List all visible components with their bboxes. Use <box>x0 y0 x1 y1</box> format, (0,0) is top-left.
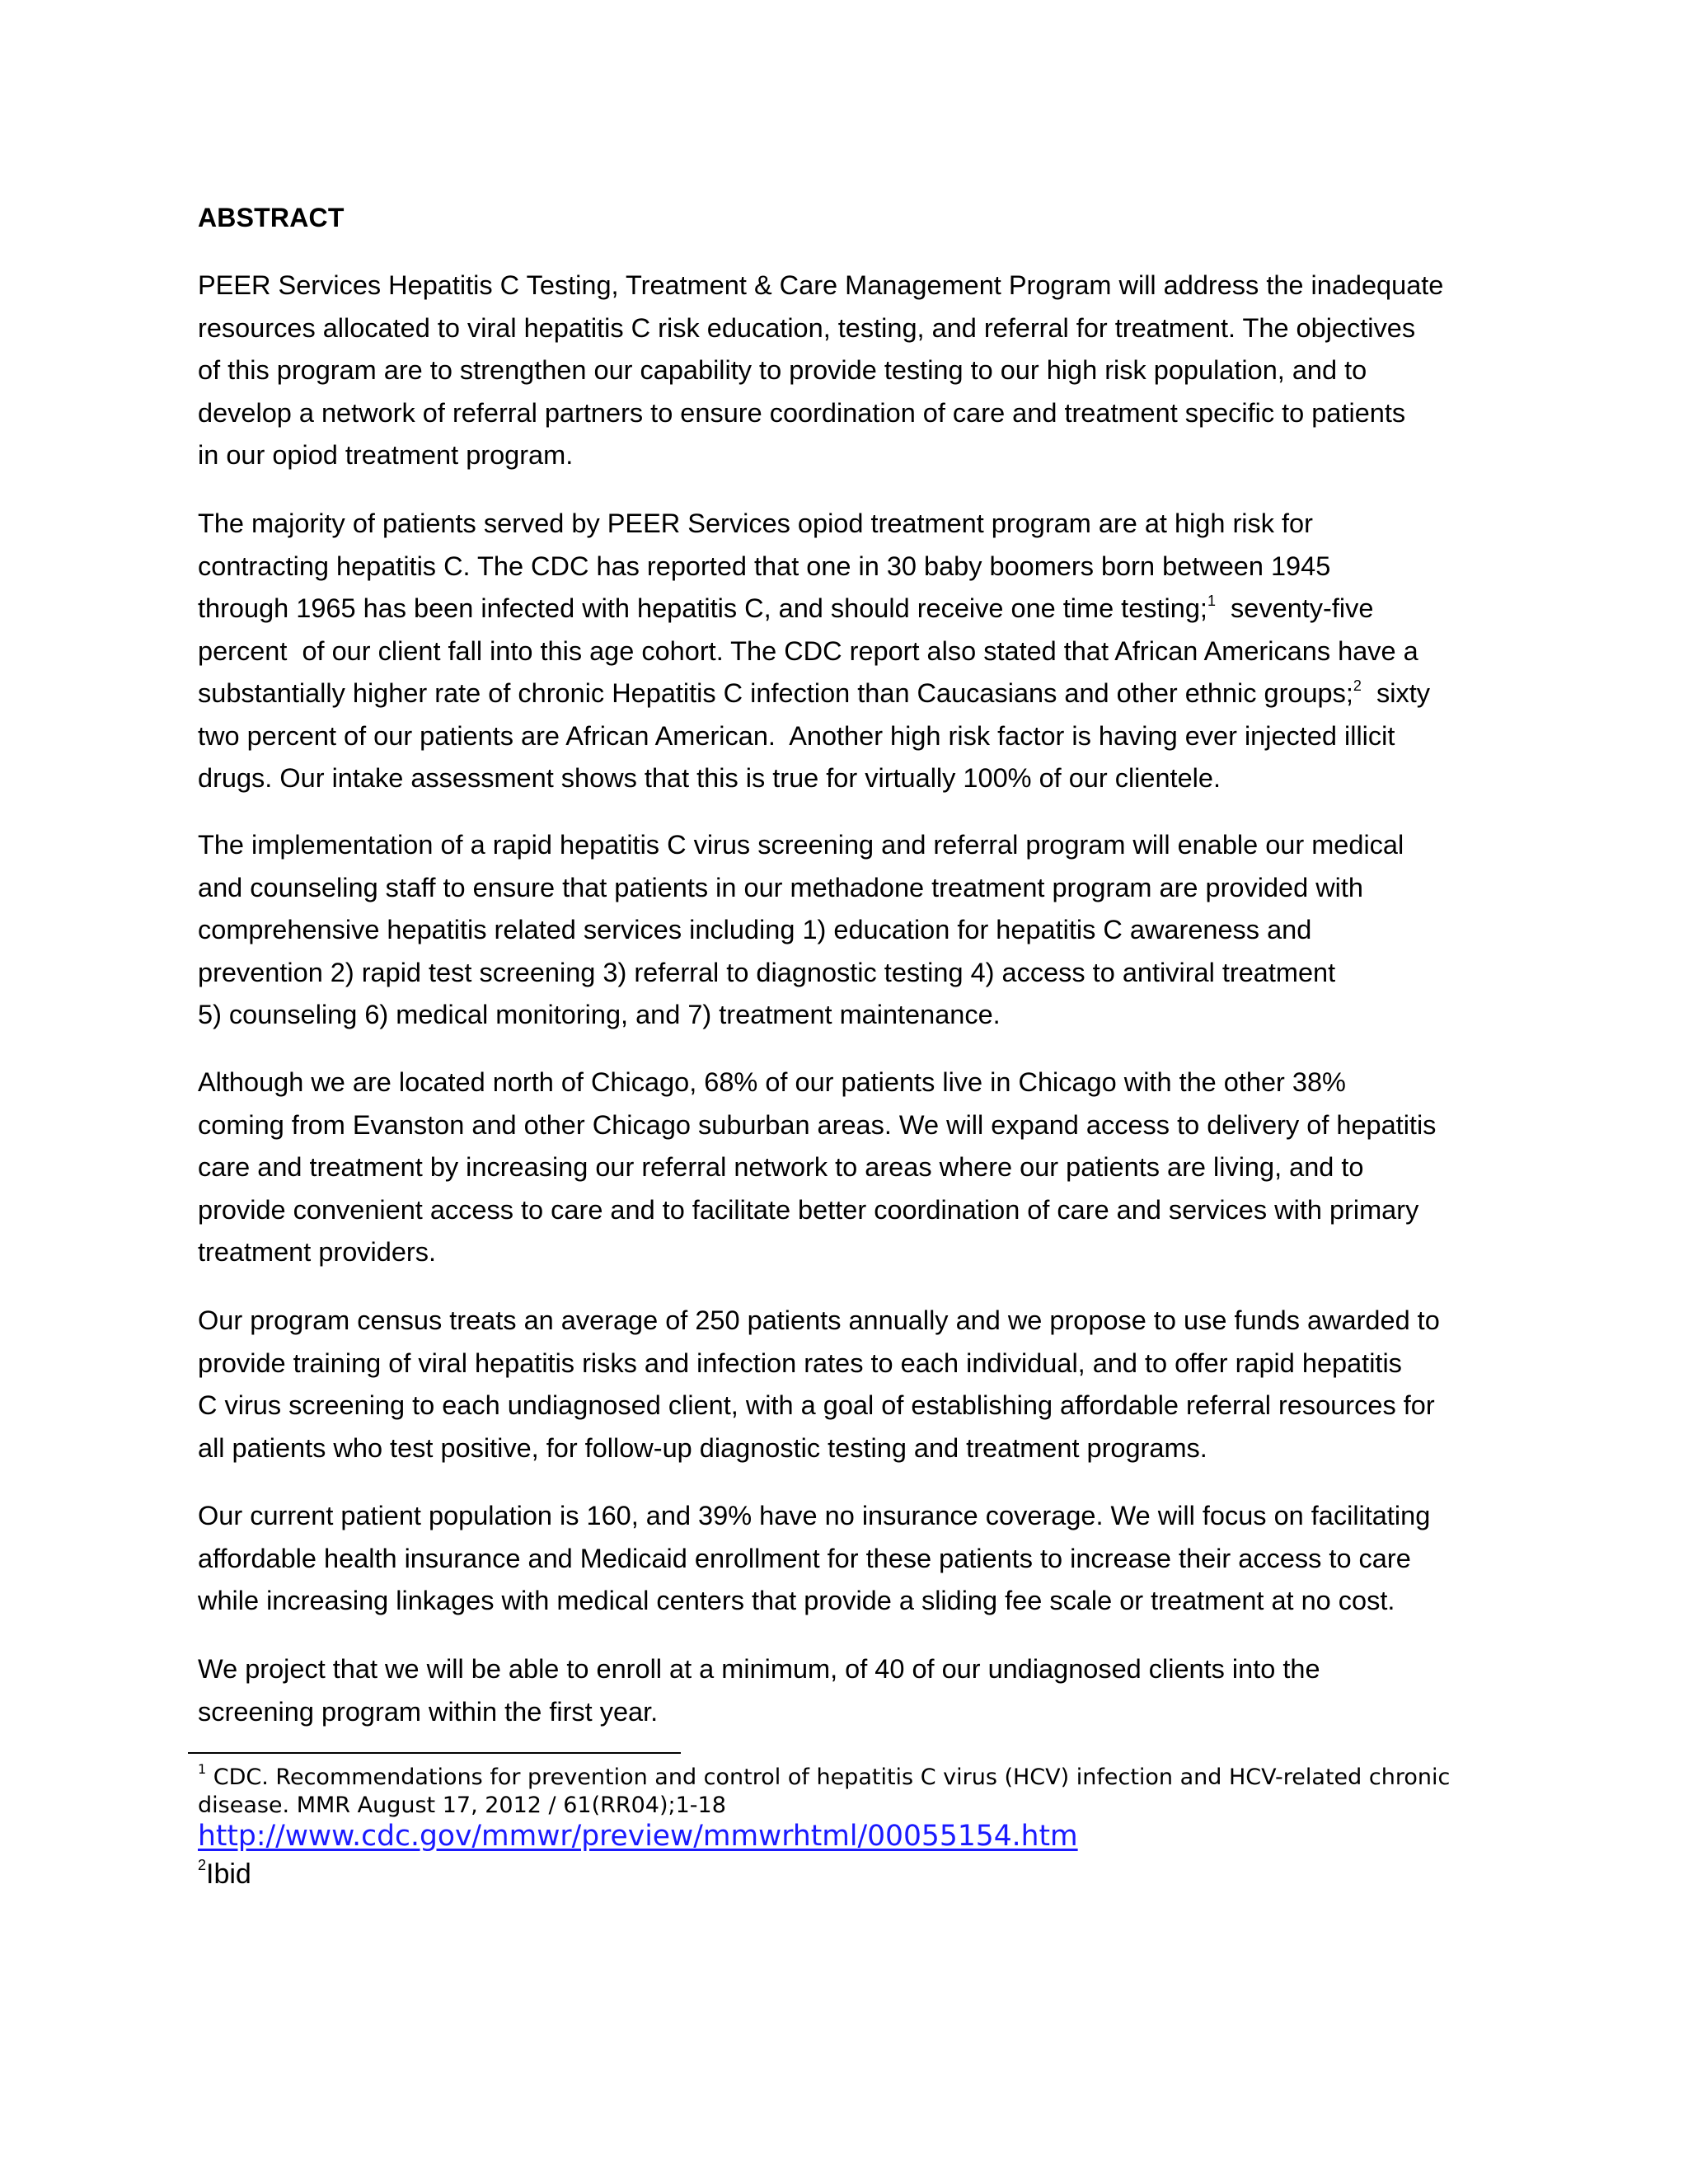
text-line: C virus screening to each undiagnosed client, with a goal of establishing affordable referral resources for <box>198 1390 1435 1420</box>
text-segment: sixty <box>1361 678 1430 708</box>
text-line: The implementation of a rapid hepatitis C virus screening and referral program will enable our medical <box>198 830 1404 860</box>
paragraph-screening-program <box>198 824 1500 1037</box>
paragraph-enrollment-projection <box>198 1648 1500 1733</box>
footnote-separator <box>188 1752 681 1754</box>
footnote-1-line: disease. MMR August 17, 2012 / 61(RR04);1-18 <box>198 1793 726 1818</box>
text-line: while increasing linkages with medical centers that provide a sliding fee scale or treatment at no cost. <box>198 1586 1395 1615</box>
text-line: screening program within the first year. <box>198 1696 659 1727</box>
paragraph-program-census <box>198 1300 1500 1469</box>
text-line: prevention 2) rapid test screening 3) referral to diagnostic testing 4) access to antiviral treatment <box>198 957 1336 987</box>
text-line: all patients who test positive, for follow-up diagnostic testing and treatment programs. <box>198 1432 1207 1463</box>
text-line <box>198 673 1500 715</box>
text-line: contracting hepatitis C. The CDC has reported that one in 30 baby boomers born between 1945 <box>198 551 1331 581</box>
paragraph-risk-population <box>198 503 1500 800</box>
paragraph-program-overview <box>198 265 1500 477</box>
text-line: affordable health insurance and Medicaid enrollment for these patients to increase their access to care <box>198 1543 1411 1573</box>
text-line: provide training of viral hepatitis risks and infection rates to each individual, and to offer rapid hepatitis <box>198 1347 1402 1378</box>
paragraph-insurance-coverage <box>198 1495 1500 1623</box>
text-line: resources allocated to viral hepatitis C risk education, testing, and referral for treatment. The objectives <box>198 312 1416 343</box>
text-segment: seventy-five <box>1215 593 1374 623</box>
text-line: 5) counseling 6) medical monitoring, and 7) treatment maintenance. <box>198 1000 1001 1029</box>
text-line: two percent of our patients are African American. Another high risk factor is having ever injected illicit <box>198 720 1395 751</box>
text-line: We project that we will be able to enroll at a minimum, of 40 of our undiagnosed clients into the <box>198 1654 1320 1684</box>
text-line: provide convenient access to care and to facilitate better coordination of care and services with primary <box>198 1194 1419 1225</box>
text-line: Our program census treats an average of 250 patients annually and we propose to use funds awarded to <box>198 1305 1440 1335</box>
text-line: develop a network of referral partners to ensure coordination of care and treatment specific to patients <box>198 397 1406 428</box>
text-line: drugs. Our intake assessment shows that this is true for virtually 100% of our clientele. <box>198 763 1221 793</box>
abstract-heading: ABSTRACT <box>198 203 345 232</box>
text-line: percent of our client fall into this age cohort. The CDC report also stated that African Americans have a <box>198 635 1418 666</box>
text-line: Our current patient population is 160, and 39% have no insurance coverage. We will focus on facilitating <box>198 1501 1431 1530</box>
text-line: PEER Services Hepatitis C Testing, Treatment & Care Management Program will address the inadequate <box>198 270 1444 300</box>
document-page <box>198 0 1500 2184</box>
footnote-ref-1: 1 <box>1207 593 1216 610</box>
text-line: The majority of patients served by PEER Services opiod treatment program are at high risk for <box>198 509 1313 538</box>
footnote-1-line <box>198 1761 1500 1792</box>
text-line: comprehensive hepatitis related services including 1) education for hepatitis C awareness and <box>198 915 1312 944</box>
text-line: coming from Evanston and other Chicago suburban areas. We will expand access to delivery of hepatitis <box>198 1109 1437 1140</box>
text-line: of this program are to strengthen our capability to provide testing to our high risk population, and to <box>198 355 1367 385</box>
text-line: treatment providers. <box>198 1237 437 1267</box>
footnote-2-text: Ibid <box>206 1858 251 1890</box>
paragraph-location-access <box>198 1062 1500 1274</box>
cdc-reference-link[interactable]: http://www.cdc.gov/mmwr/preview/mmwrhtml/00055154.htm <box>198 1820 1078 1853</box>
footnote-1 <box>198 1761 1500 1820</box>
text-line: in our opiod treatment program. <box>198 440 574 470</box>
footnote-1-mark: 1 <box>198 1761 207 1777</box>
text-line: care and treatment by increasing our referral network to areas where our patients are living, and to <box>198 1152 1364 1182</box>
text-line: and counseling staff to ensure that patients in our methadone treatment program are provided with <box>198 872 1364 902</box>
text-line <box>198 588 1500 630</box>
footnote-1-text: CDC. Recommendations for prevention and control of hepatitis C virus (HCV) infection and HCV-related chronic <box>206 1765 1451 1790</box>
text-segment: through 1965 has been infected with hepatitis C, and should receive one time testing; <box>198 593 1207 623</box>
footnote-2-mark: 2 <box>198 1856 207 1873</box>
footnote-ref-2: 2 <box>1353 677 1362 695</box>
text-segment: substantially higher rate of chronic Hepatitis C infection than Caucasians and other ethnic groups; <box>198 678 1353 708</box>
footnote-2 <box>198 1856 251 1892</box>
text-line: Although we are located north of Chicago, 68% of our patients live in Chicago with the other 38% <box>198 1067 1346 1097</box>
